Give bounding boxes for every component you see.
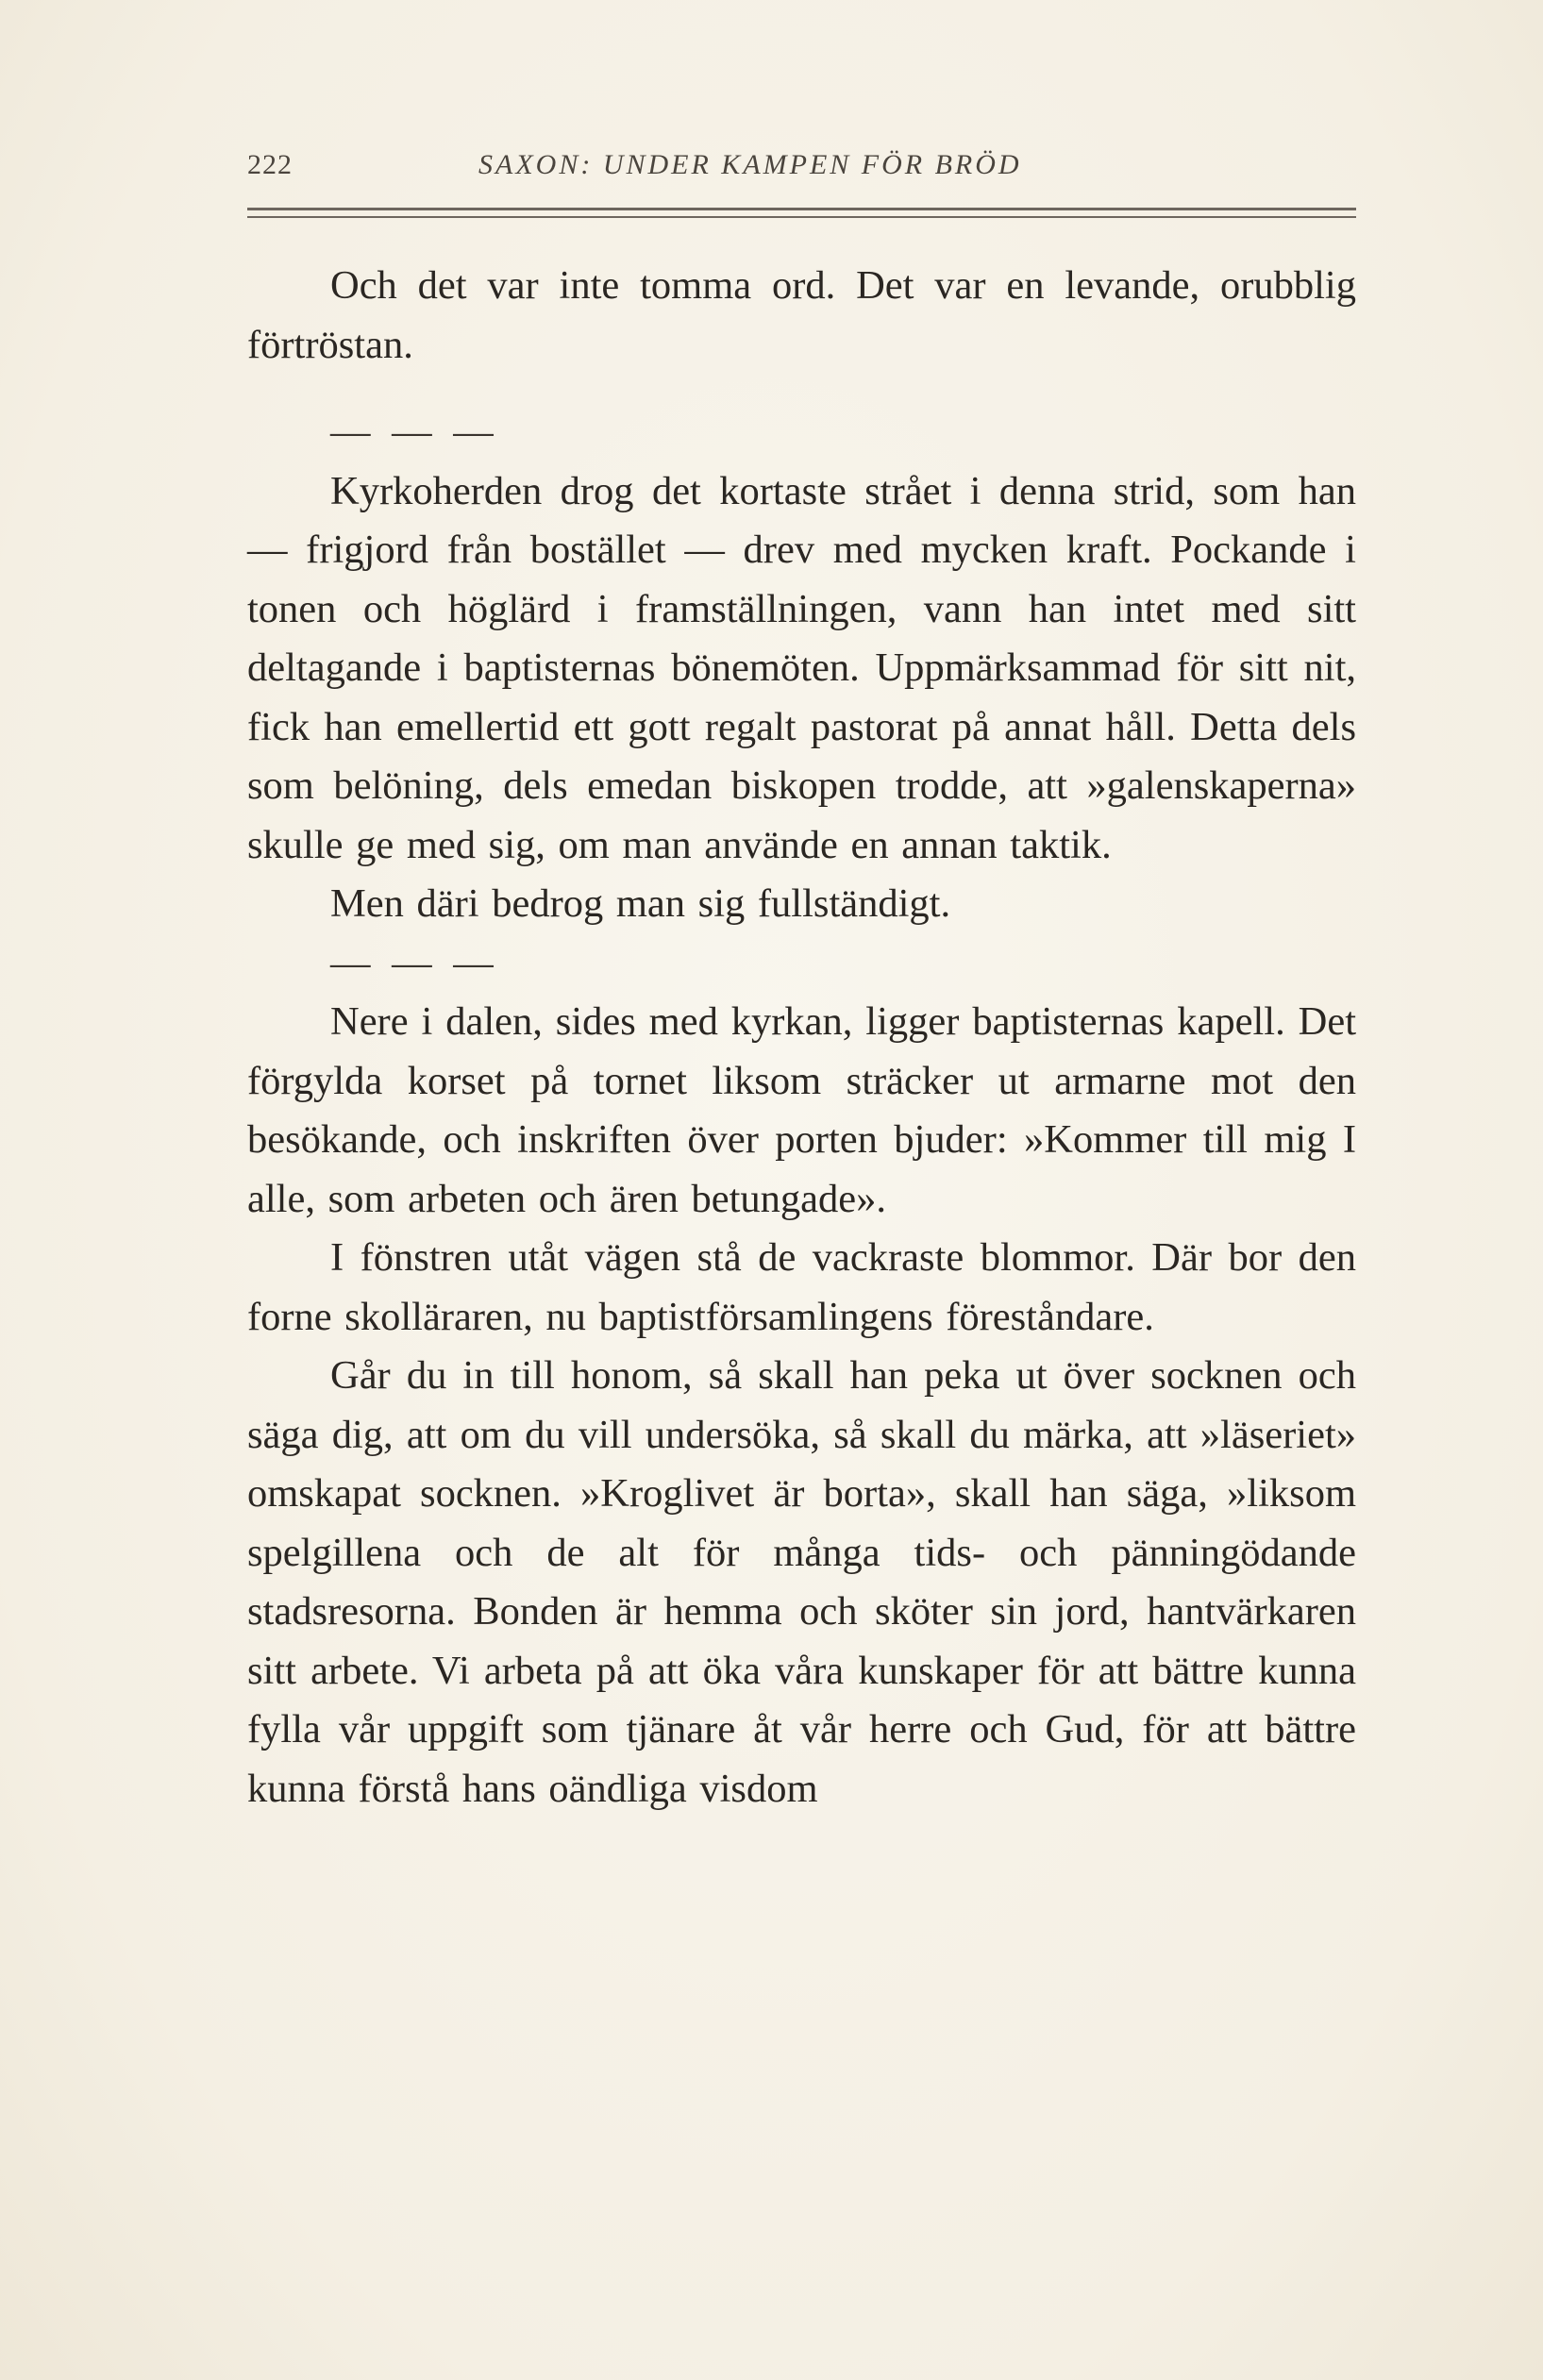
running-title: SAXON: UNDER KAMPEN FÖR BRÖD bbox=[478, 149, 1022, 180]
paragraph: Men däri bedrog man sig fullständigt. bbox=[330, 881, 951, 926]
header-rule-thin bbox=[247, 216, 1356, 218]
page-header bbox=[247, 149, 1356, 187]
header-rule-thick bbox=[247, 208, 1356, 210]
page-number: 222 bbox=[247, 149, 293, 180]
body-text bbox=[247, 257, 1356, 1819]
section-separator: — — — bbox=[330, 410, 499, 454]
paragraph: Och det var inte tomma ord. Det var en levande, orubblig förtröstan. bbox=[247, 263, 1356, 367]
paragraph: Nere i dalen, sides med kyrkan, ligger baptisternas kapell. Det förgylda korset på tornet liksom sträcker ut armarne mot den besökande, och inskriften över porten bjuder: »Kommer till mig I alle, som arbeten och ären betungade». bbox=[247, 999, 1356, 1221]
paragraph: Kyrkoherden drog det kortaste strået i denna strid, som han — frigjord från bostället — drev med mycken kraft. Pockande i tonen och höglärd i framställningen, vann han intet med sitt deltagande i baptisternas bönemöten. Uppmärksammad för sitt nit, fick han emellertid ett gott regalt pastorat på annat håll. Detta dels som belöning, dels emedan biskopen trodde, att »galenskaperna» skulle ge med sig, om man använde en annan taktik. bbox=[247, 468, 1356, 867]
paragraph: I fönstren utåt vägen stå de vackraste blommor. Där bor den forne skolläraren, nu baptistförsamlingens föreståndare. bbox=[247, 1235, 1356, 1339]
section-separator: — — — bbox=[330, 940, 499, 985]
paragraph: Går du in till honom, så skall han peka ut över socknen och säga dig, att om du vill undersöka, så skall du märka, att »läseriet» omskapat socknen. »Kroglivet är borta», skall han säga, »liksom spelgillena och de alt för många tids- och pänningödande stadsresorna. Bonden är hemma och sköter sin jord, hantvärkaren sitt arbete. Vi arbeta på att öka våra kunskaper för att bättre kunna fylla vår uppgift som tjänare åt vår herre och Gud, för att bättre kunna förstå hans oändliga visdom bbox=[247, 1353, 1356, 1811]
